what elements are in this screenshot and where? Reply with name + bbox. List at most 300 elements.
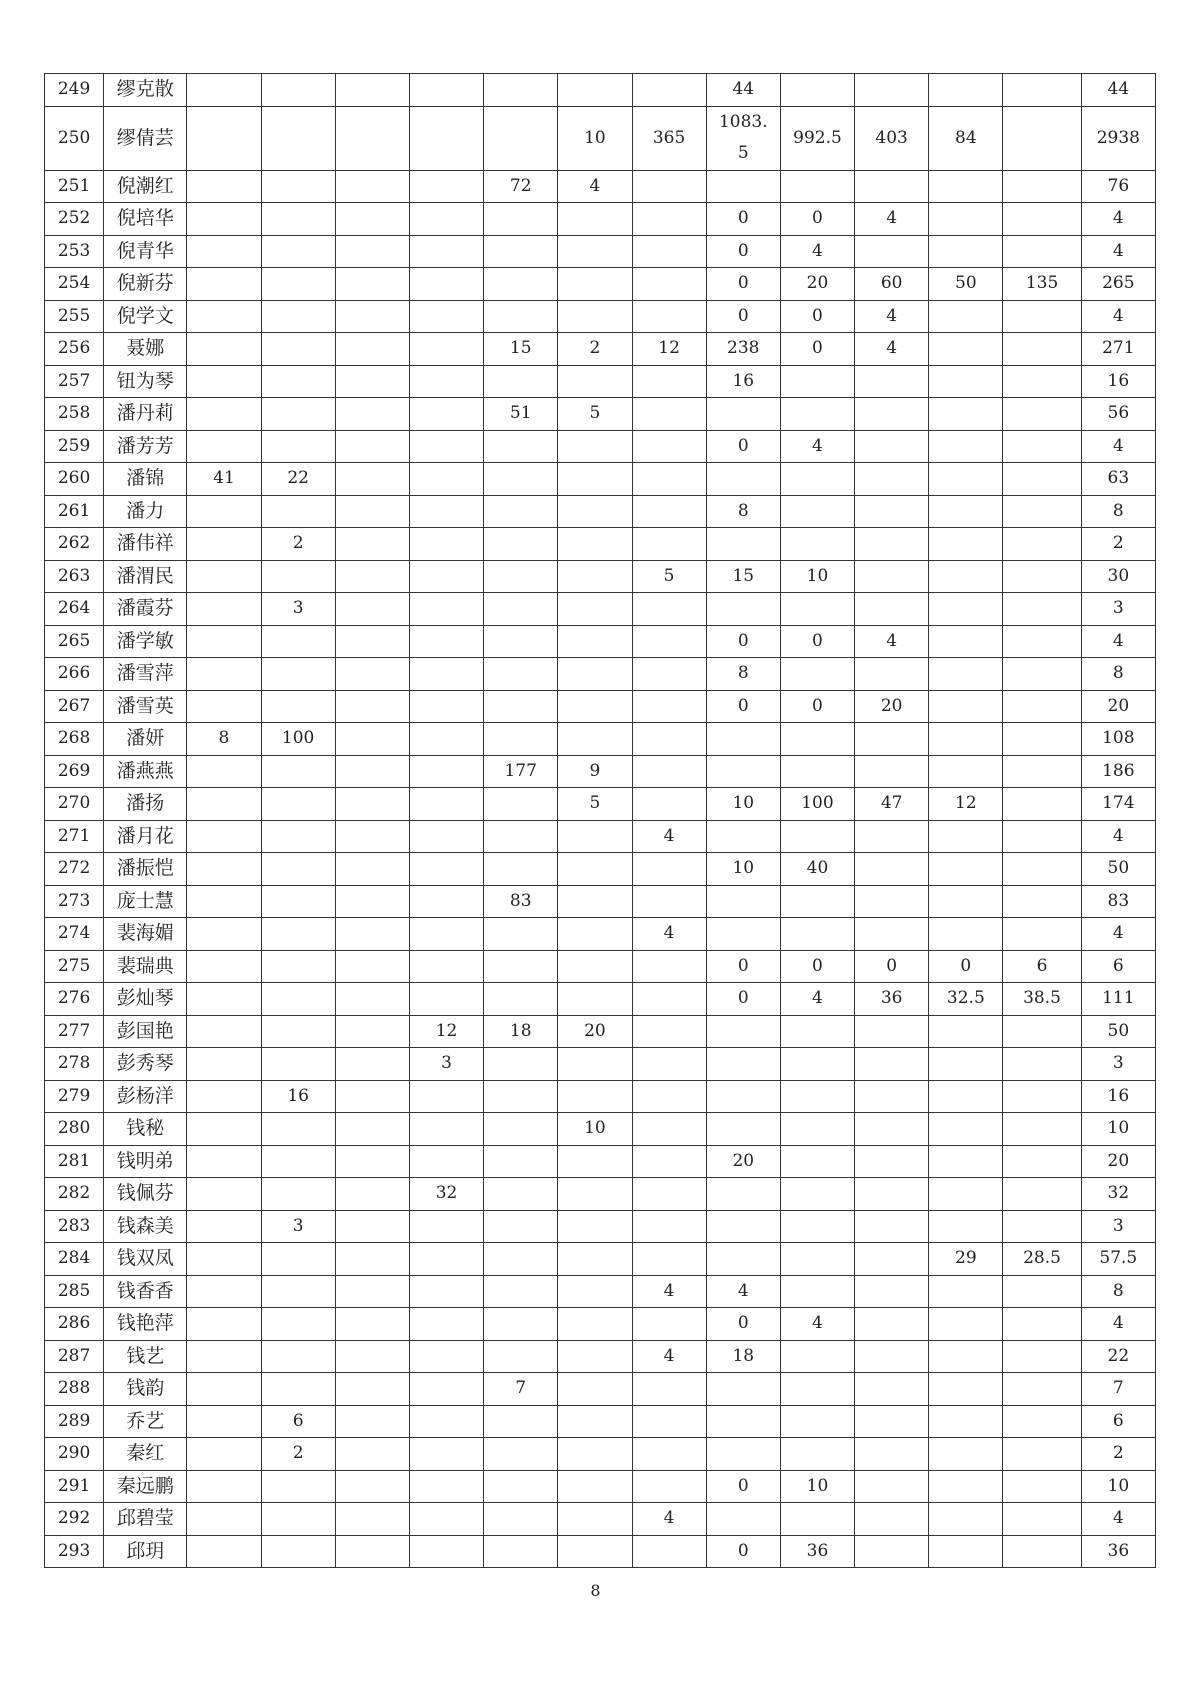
- value-cell: 84: [929, 106, 1003, 170]
- value-cell: [855, 1405, 929, 1438]
- name-cell: 彭秀琴: [104, 1048, 187, 1081]
- value-cell: [855, 495, 929, 528]
- value-cell: [261, 1373, 335, 1406]
- row-number-cell: 257: [45, 365, 104, 398]
- table-body: [45, 74, 1156, 1568]
- value-cell: [855, 1178, 929, 1211]
- value-cell: [484, 820, 558, 853]
- value-cell: [855, 170, 929, 203]
- value-cell: 18: [706, 1340, 780, 1373]
- row-number-cell: 272: [45, 853, 104, 886]
- value-cell: [558, 983, 632, 1016]
- value-cell: 4: [780, 1308, 854, 1341]
- value-cell: 0: [706, 430, 780, 463]
- total-cell: 2: [1081, 1438, 1155, 1471]
- value-cell: 0: [780, 203, 854, 236]
- value-cell: [409, 560, 483, 593]
- total-cell: 2938: [1081, 106, 1155, 170]
- value-cell: [484, 1308, 558, 1341]
- total-cell: 56: [1081, 398, 1155, 431]
- value-cell: [335, 1438, 409, 1471]
- value-cell: [929, 1080, 1003, 1113]
- total-cell: 83: [1081, 885, 1155, 918]
- value-cell: [484, 658, 558, 691]
- name-cell: 潘霞芬: [104, 593, 187, 626]
- value-cell: [261, 235, 335, 268]
- value-cell: [855, 1438, 929, 1471]
- value-cell: [409, 593, 483, 626]
- value-cell: [261, 1015, 335, 1048]
- table-row: [45, 333, 1156, 366]
- row-number-cell: 264: [45, 593, 104, 626]
- value-cell: [409, 788, 483, 821]
- value-cell: [335, 788, 409, 821]
- total-cell: 10: [1081, 1470, 1155, 1503]
- value-cell: 0: [780, 690, 854, 723]
- table-row: [45, 365, 1156, 398]
- total-cell: 4: [1081, 1503, 1155, 1536]
- value-cell: [929, 1340, 1003, 1373]
- value-cell: [929, 690, 1003, 723]
- value-cell: [632, 1210, 706, 1243]
- value-cell: [558, 1340, 632, 1373]
- value-cell: 15: [706, 560, 780, 593]
- value-cell: [409, 1340, 483, 1373]
- value-cell: [558, 528, 632, 561]
- value-cell: [335, 1243, 409, 1276]
- row-number-cell: 290: [45, 1438, 104, 1471]
- name-cell: 邱玥: [104, 1535, 187, 1568]
- value-cell: [335, 1275, 409, 1308]
- table-row: [45, 235, 1156, 268]
- value-cell: [1003, 853, 1081, 886]
- name-cell: 彭灿琴: [104, 983, 187, 1016]
- value-cell: [632, 625, 706, 658]
- row-number-cell: 276: [45, 983, 104, 1016]
- row-number-cell: 279: [45, 1080, 104, 1113]
- row-number-cell: 258: [45, 398, 104, 431]
- table-row: [45, 593, 1156, 626]
- table-row: [45, 625, 1156, 658]
- total-cell: 32: [1081, 1178, 1155, 1211]
- value-cell: [261, 365, 335, 398]
- row-number-cell: 277: [45, 1015, 104, 1048]
- value-cell: [409, 1145, 483, 1178]
- value-cell: [706, 1243, 780, 1276]
- value-cell: [706, 528, 780, 561]
- total-cell: 16: [1081, 365, 1155, 398]
- value-cell: [929, 1373, 1003, 1406]
- value-cell: [855, 463, 929, 496]
- value-cell: [929, 1015, 1003, 1048]
- value-cell: [929, 365, 1003, 398]
- value-cell: [409, 885, 483, 918]
- value-cell: [261, 430, 335, 463]
- total-cell: 10: [1081, 1113, 1155, 1146]
- value-cell: 12: [929, 788, 1003, 821]
- value-cell: 0: [706, 950, 780, 983]
- table-row: [45, 1340, 1156, 1373]
- name-cell: 彭杨洋: [104, 1080, 187, 1113]
- row-number-cell: 268: [45, 723, 104, 756]
- value-cell: 0: [780, 950, 854, 983]
- value-cell: [558, 1048, 632, 1081]
- value-cell: [706, 398, 780, 431]
- name-cell: 钱双凤: [104, 1243, 187, 1276]
- row-number-cell: 254: [45, 268, 104, 301]
- value-cell: 15: [484, 333, 558, 366]
- value-cell: [632, 1535, 706, 1568]
- value-cell: [484, 1405, 558, 1438]
- row-number-cell: 260: [45, 463, 104, 496]
- value-cell: [1003, 74, 1081, 107]
- total-cell: 7: [1081, 1373, 1155, 1406]
- value-cell: [632, 1178, 706, 1211]
- value-cell: [632, 463, 706, 496]
- value-cell: [855, 430, 929, 463]
- value-cell: [335, 1535, 409, 1568]
- name-cell: 钱秘: [104, 1113, 187, 1146]
- table-row: [45, 1048, 1156, 1081]
- value-cell: [780, 1405, 854, 1438]
- name-cell: 潘伟祥: [104, 528, 187, 561]
- value-cell: [335, 560, 409, 593]
- value-cell: [335, 593, 409, 626]
- value-cell: [409, 1503, 483, 1536]
- value-cell: [335, 268, 409, 301]
- value-cell: [929, 1178, 1003, 1211]
- value-cell: [335, 1308, 409, 1341]
- value-cell: [632, 1373, 706, 1406]
- value-cell: [261, 1535, 335, 1568]
- value-cell: [335, 300, 409, 333]
- value-cell: 36: [780, 1535, 854, 1568]
- row-number-cell: 266: [45, 658, 104, 691]
- row-number-cell: 251: [45, 170, 104, 203]
- table-row: [45, 1145, 1156, 1178]
- table-row: [45, 1503, 1156, 1536]
- value-cell: [855, 918, 929, 951]
- value-cell: 47: [855, 788, 929, 821]
- row-number-cell: 291: [45, 1470, 104, 1503]
- value-cell: [335, 203, 409, 236]
- row-number-cell: 256: [45, 333, 104, 366]
- value-cell: [855, 560, 929, 593]
- value-cell: [632, 495, 706, 528]
- value-cell: [632, 1015, 706, 1048]
- value-cell: [632, 300, 706, 333]
- value-cell: [1003, 1503, 1081, 1536]
- value-cell: [558, 300, 632, 333]
- name-cell: 秦远鹏: [104, 1470, 187, 1503]
- value-cell: [855, 1243, 929, 1276]
- value-cell: 20: [780, 268, 854, 301]
- value-cell: [855, 755, 929, 788]
- value-cell: [1003, 1015, 1081, 1048]
- value-cell: [484, 268, 558, 301]
- value-cell: [261, 853, 335, 886]
- value-cell: [335, 983, 409, 1016]
- value-cell: [484, 1113, 558, 1146]
- name-cell: 倪青华: [104, 235, 187, 268]
- value-cell: [780, 1210, 854, 1243]
- row-number-cell: 273: [45, 885, 104, 918]
- value-cell: 2: [261, 1438, 335, 1471]
- value-cell: [706, 593, 780, 626]
- value-cell: [409, 918, 483, 951]
- value-cell: [484, 1438, 558, 1471]
- value-cell: [335, 853, 409, 886]
- value-cell: [706, 1438, 780, 1471]
- value-cell: [484, 1145, 558, 1178]
- value-cell: [187, 1275, 261, 1308]
- value-cell: [335, 723, 409, 756]
- value-cell: [855, 853, 929, 886]
- value-cell: 0: [706, 268, 780, 301]
- value-cell: [261, 1503, 335, 1536]
- total-cell: 265: [1081, 268, 1155, 301]
- value-cell: [780, 1243, 854, 1276]
- value-cell: [261, 983, 335, 1016]
- value-cell: 6: [1003, 950, 1081, 983]
- table-row: [45, 918, 1156, 951]
- value-cell: 10: [706, 853, 780, 886]
- value-cell: [484, 1178, 558, 1211]
- value-cell: [632, 1438, 706, 1471]
- value-cell: [335, 950, 409, 983]
- value-cell: [855, 1503, 929, 1536]
- value-cell: [187, 1113, 261, 1146]
- value-cell: [187, 1340, 261, 1373]
- value-cell: [409, 430, 483, 463]
- value-cell: 10: [558, 1113, 632, 1146]
- value-cell: [558, 853, 632, 886]
- table-row: [45, 788, 1156, 821]
- value-cell: [1003, 1113, 1081, 1146]
- value-cell: 1083. 5: [706, 106, 780, 170]
- row-number-cell: 262: [45, 528, 104, 561]
- value-cell: [484, 528, 558, 561]
- table-row: [45, 690, 1156, 723]
- value-cell: 4: [855, 203, 929, 236]
- value-cell: [632, 723, 706, 756]
- table-row: [45, 950, 1156, 983]
- value-cell: [780, 463, 854, 496]
- value-cell: [929, 203, 1003, 236]
- value-cell: 4: [706, 1275, 780, 1308]
- value-cell: [409, 300, 483, 333]
- value-cell: [929, 1210, 1003, 1243]
- value-cell: [929, 658, 1003, 691]
- value-cell: [855, 528, 929, 561]
- value-cell: [484, 1210, 558, 1243]
- table-row: [45, 658, 1156, 691]
- value-cell: [187, 203, 261, 236]
- value-cell: [929, 820, 1003, 853]
- value-cell: [409, 625, 483, 658]
- name-cell: 潘月花: [104, 820, 187, 853]
- value-cell: [484, 300, 558, 333]
- table-row: [45, 430, 1156, 463]
- row-number-cell: 288: [45, 1373, 104, 1406]
- name-cell: 钱森美: [104, 1210, 187, 1243]
- value-cell: [261, 625, 335, 658]
- value-cell: [261, 203, 335, 236]
- value-cell: 8: [706, 658, 780, 691]
- name-cell: 倪新芬: [104, 268, 187, 301]
- value-cell: [484, 463, 558, 496]
- value-cell: 20: [855, 690, 929, 723]
- value-cell: 0: [780, 625, 854, 658]
- value-cell: [780, 528, 854, 561]
- value-cell: [409, 755, 483, 788]
- value-cell: [558, 1243, 632, 1276]
- value-cell: [1003, 528, 1081, 561]
- total-cell: 63: [1081, 463, 1155, 496]
- value-cell: 51: [484, 398, 558, 431]
- value-cell: [1003, 788, 1081, 821]
- row-number-cell: 249: [45, 74, 104, 107]
- value-cell: [780, 1048, 854, 1081]
- name-cell: 潘芳芳: [104, 430, 187, 463]
- value-cell: [929, 1113, 1003, 1146]
- value-cell: [632, 203, 706, 236]
- value-cell: [929, 885, 1003, 918]
- total-cell: 4: [1081, 820, 1155, 853]
- value-cell: [335, 1470, 409, 1503]
- value-cell: 12: [409, 1015, 483, 1048]
- value-cell: [558, 1405, 632, 1438]
- table-row: [45, 106, 1156, 170]
- value-cell: [632, 365, 706, 398]
- value-cell: [780, 1080, 854, 1113]
- value-cell: [706, 1113, 780, 1146]
- value-cell: [632, 1308, 706, 1341]
- value-cell: [1003, 1210, 1081, 1243]
- total-cell: 111: [1081, 983, 1155, 1016]
- row-number-cell: 265: [45, 625, 104, 658]
- row-number-cell: 289: [45, 1405, 104, 1438]
- value-cell: 4: [780, 235, 854, 268]
- value-cell: [780, 755, 854, 788]
- table-row: [45, 853, 1156, 886]
- value-cell: 32.5: [929, 983, 1003, 1016]
- value-cell: 4: [780, 430, 854, 463]
- total-cell: 4: [1081, 300, 1155, 333]
- value-cell: [409, 528, 483, 561]
- value-cell: [929, 1048, 1003, 1081]
- total-cell: 36: [1081, 1535, 1155, 1568]
- value-cell: [335, 495, 409, 528]
- value-cell: 10: [780, 1470, 854, 1503]
- value-cell: 50: [929, 268, 1003, 301]
- value-cell: [409, 203, 483, 236]
- row-number-cell: 286: [45, 1308, 104, 1341]
- value-cell: [929, 333, 1003, 366]
- value-cell: [855, 235, 929, 268]
- value-cell: [558, 723, 632, 756]
- value-cell: 238: [706, 333, 780, 366]
- value-cell: 0: [780, 300, 854, 333]
- value-cell: [1003, 820, 1081, 853]
- value-cell: [409, 365, 483, 398]
- value-cell: [706, 1080, 780, 1113]
- total-cell: 4: [1081, 918, 1155, 951]
- value-cell: [558, 690, 632, 723]
- value-cell: [780, 885, 854, 918]
- value-cell: [187, 1048, 261, 1081]
- value-cell: [335, 365, 409, 398]
- name-cell: 庞士慧: [104, 885, 187, 918]
- value-cell: [187, 430, 261, 463]
- value-cell: 0: [706, 625, 780, 658]
- value-cell: [632, 1145, 706, 1178]
- value-cell: [484, 365, 558, 398]
- value-cell: [632, 1113, 706, 1146]
- value-cell: 0: [706, 1308, 780, 1341]
- value-cell: 18: [484, 1015, 558, 1048]
- value-cell: [409, 1308, 483, 1341]
- value-cell: [484, 1048, 558, 1081]
- value-cell: [780, 593, 854, 626]
- value-cell: [929, 853, 1003, 886]
- value-cell: 20: [706, 1145, 780, 1178]
- value-cell: [187, 333, 261, 366]
- value-cell: 38.5: [1003, 983, 1081, 1016]
- value-cell: 403: [855, 106, 929, 170]
- value-cell: 0: [706, 1470, 780, 1503]
- value-cell: [558, 593, 632, 626]
- value-cell: 16: [261, 1080, 335, 1113]
- value-cell: 5: [558, 398, 632, 431]
- value-cell: [558, 463, 632, 496]
- table-row: [45, 1373, 1156, 1406]
- value-cell: 4: [558, 170, 632, 203]
- table-row: [45, 398, 1156, 431]
- total-cell: 4: [1081, 235, 1155, 268]
- value-cell: [929, 235, 1003, 268]
- value-cell: 32: [409, 1178, 483, 1211]
- value-cell: [632, 398, 706, 431]
- value-cell: [335, 106, 409, 170]
- value-cell: [780, 398, 854, 431]
- value-cell: [409, 950, 483, 983]
- value-cell: [855, 1080, 929, 1113]
- value-cell: [187, 1308, 261, 1341]
- value-cell: [855, 885, 929, 918]
- name-cell: 倪培华: [104, 203, 187, 236]
- value-cell: [335, 1178, 409, 1211]
- name-cell: 秦红: [104, 1438, 187, 1471]
- value-cell: [929, 300, 1003, 333]
- value-cell: [632, 268, 706, 301]
- value-cell: [855, 398, 929, 431]
- value-cell: [187, 885, 261, 918]
- value-cell: [929, 1438, 1003, 1471]
- value-cell: [632, 235, 706, 268]
- value-cell: [335, 170, 409, 203]
- value-cell: [409, 170, 483, 203]
- table-row: [45, 1438, 1156, 1471]
- name-cell: 钱艳萍: [104, 1308, 187, 1341]
- value-cell: [187, 365, 261, 398]
- value-cell: [706, 1373, 780, 1406]
- value-cell: [409, 1535, 483, 1568]
- value-cell: [632, 983, 706, 1016]
- value-cell: [187, 1145, 261, 1178]
- value-cell: [261, 918, 335, 951]
- value-cell: [187, 950, 261, 983]
